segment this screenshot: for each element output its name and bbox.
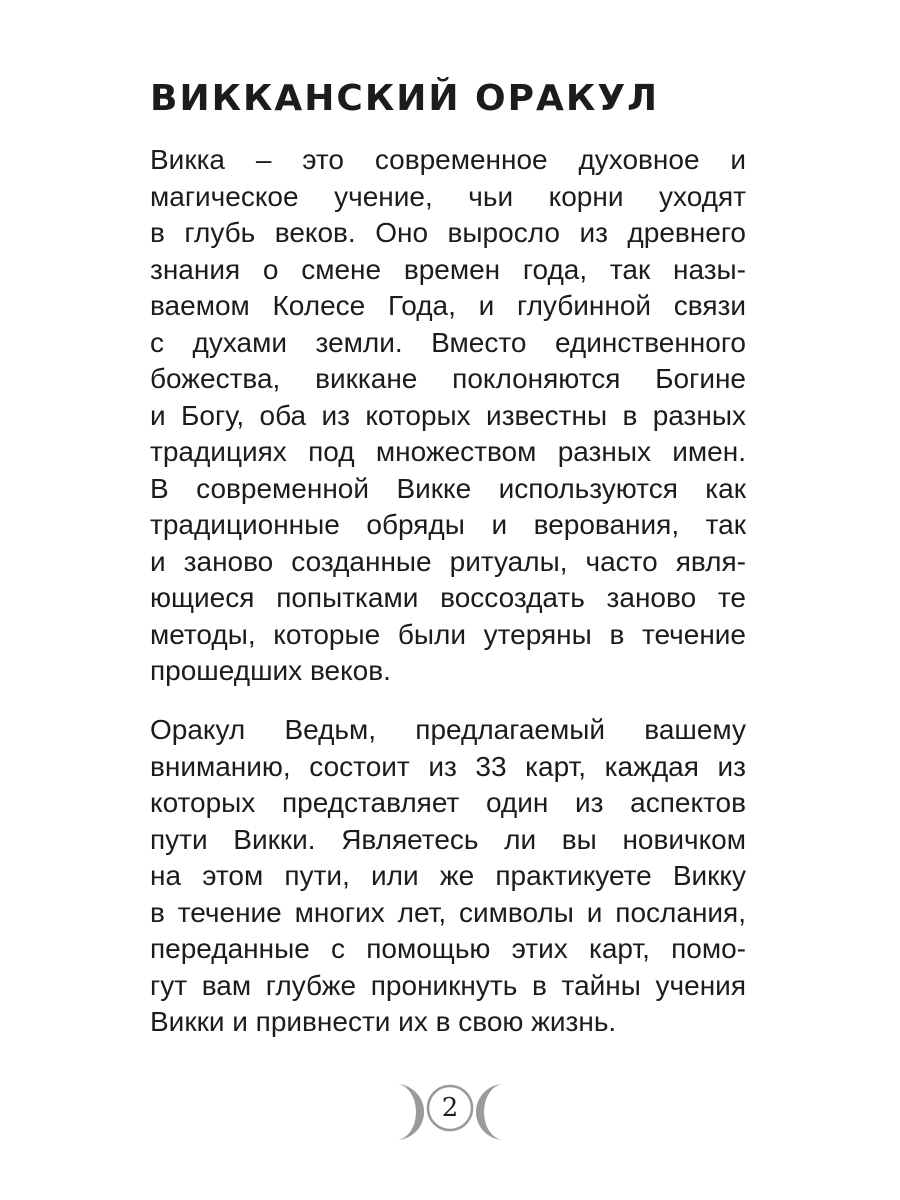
text-line: Викки и привнести их в свою жизнь. (150, 1006, 617, 1037)
text-line: на этом пути, или же практикуете Викку (150, 860, 746, 891)
text-line: ваемом Колесе Года, и глубинной связи (150, 290, 746, 321)
paragraph-2-text (150, 712, 746, 1041)
text-line: В современной Викке используются как (150, 472, 746, 504)
text-line: и заново созданные ритуалы, часто явля- (150, 545, 746, 577)
text-line: ющиеся попытками воссоздать заново те (150, 582, 746, 613)
text-line: гут вам глубже проникнуть в тайны учения (150, 969, 746, 1001)
text-line: пути Викки. Являетесь ли вы новичком (150, 823, 746, 855)
text-line: вниманию, состоит из 33 карт, каждая из (150, 750, 746, 782)
text-line: которых представляет один из аспектов (150, 787, 746, 818)
text-line: и Богу, оба из которых известны в разных (150, 399, 746, 431)
text-line: традициях под множеством разных имен. (150, 436, 746, 467)
page-number-ornament (388, 1080, 512, 1144)
text-line: переданные с помощью этих карт, помо- (150, 933, 746, 964)
text-line: божества, виккане поклоняются Богине (150, 363, 746, 394)
paragraph-1-text (150, 142, 746, 690)
text-line: магическое учение, чьи корни уходят (150, 180, 746, 212)
text-line: Оракул Ведьм, предлагаемый вашему (150, 714, 746, 745)
paragraph-1 (150, 142, 746, 690)
text-line: с духами земли. Вместо единственного (150, 326, 746, 358)
page-number: 2 (441, 1093, 459, 1123)
text-line: методы, которые были утеряны в течение (150, 618, 746, 650)
page-title: ВИККАНСКИЙ ОРАКУЛ (150, 78, 659, 119)
text-line: в глубь веков. Оно выросло из древнего (150, 217, 746, 248)
text-line: традиционные обряды и верования, так (150, 509, 746, 540)
text-line: Викка – это современное духовное и (150, 144, 746, 175)
text-line: знания о смене времен года, так назы- (150, 253, 746, 285)
text-line: в течение многих лет, символы и послания, (150, 896, 746, 928)
text-line: прошедших веков. (150, 655, 391, 686)
paragraph-2 (150, 712, 746, 1041)
